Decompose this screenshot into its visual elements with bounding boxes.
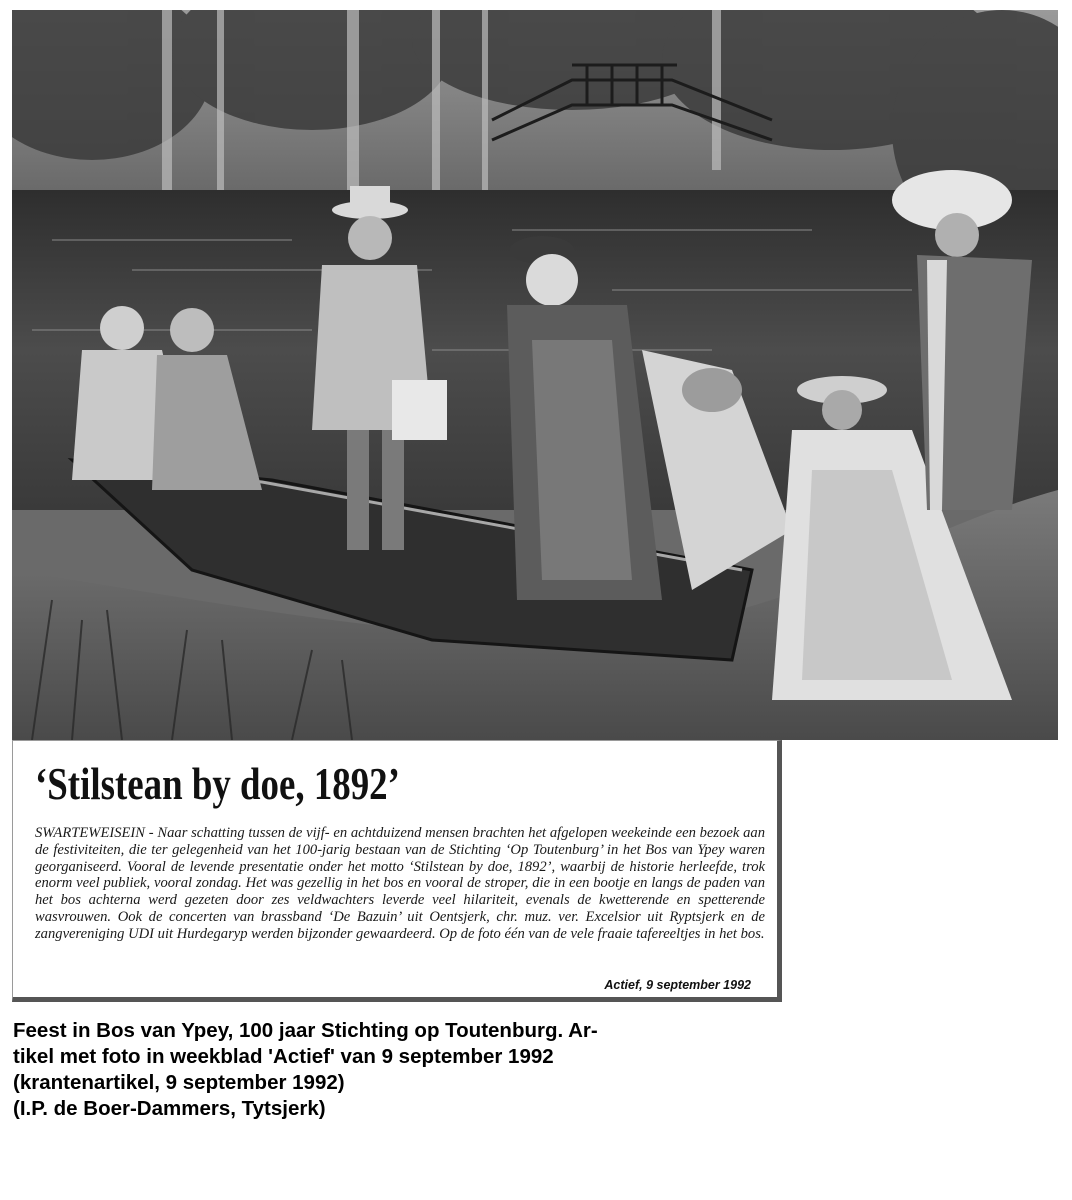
article-headline: ‘Stilstean by doe, 1892’ bbox=[35, 759, 400, 809]
article-credit: Actief, 9 september 1992 bbox=[604, 978, 751, 992]
newspaper-clipping bbox=[12, 740, 782, 1002]
caption-line: (krantenartikel, 9 september 1992) bbox=[13, 1071, 345, 1094]
caption-line: (I.P. de Boer-Dammers, Tytsjerk) bbox=[13, 1097, 326, 1120]
photo-illustration bbox=[12, 10, 1058, 740]
caption-line: Feest in Bos van Ypey, 100 jaar Stichting op Toutenburg. Ar- bbox=[13, 1019, 598, 1042]
caption-line: tikel met foto in weekblad 'Actief' van 9 september 1992 bbox=[13, 1045, 554, 1068]
article-body: SWARTEWEISEIN - Naar schatting tussen de vijf- en achtduizend mensen brachten het afgelopen weekeinde een bezoek aan de festiviteiten, die ter gelegenheid van het 100-jarig bestaan van de Stichting ‘Op Toutenburg’ in het Bos van Ypey waren georganiseerd. Vooral de levende presentatie onder het motto ‘Stilstean by doe, 1892’, waarbij de historie herleefde, trok enorm veel publiek, vooral zondag. Het was gezellig in het bos en vooral de stroper, die in een bootje en langs de paden van het bos achterna werd gezeten door zes veldwachters leverde veel hilariteit, evenals de kwetterende en spetterende wasvrouwen. Ook de concerten van brassband ‘De Bazuin’ uit Oentsjerk, chr. muz. ver. Excelsior uit Ryptsjerk en de zangvereniging UDI uit Hurdegaryp werden bijzonder gewaardeerd. Op de foto één van de vele fraaie tafereeltjes in het bos. bbox=[35, 825, 765, 942]
newspaper-photo bbox=[12, 10, 1058, 740]
archive-caption bbox=[13, 1018, 773, 1122]
